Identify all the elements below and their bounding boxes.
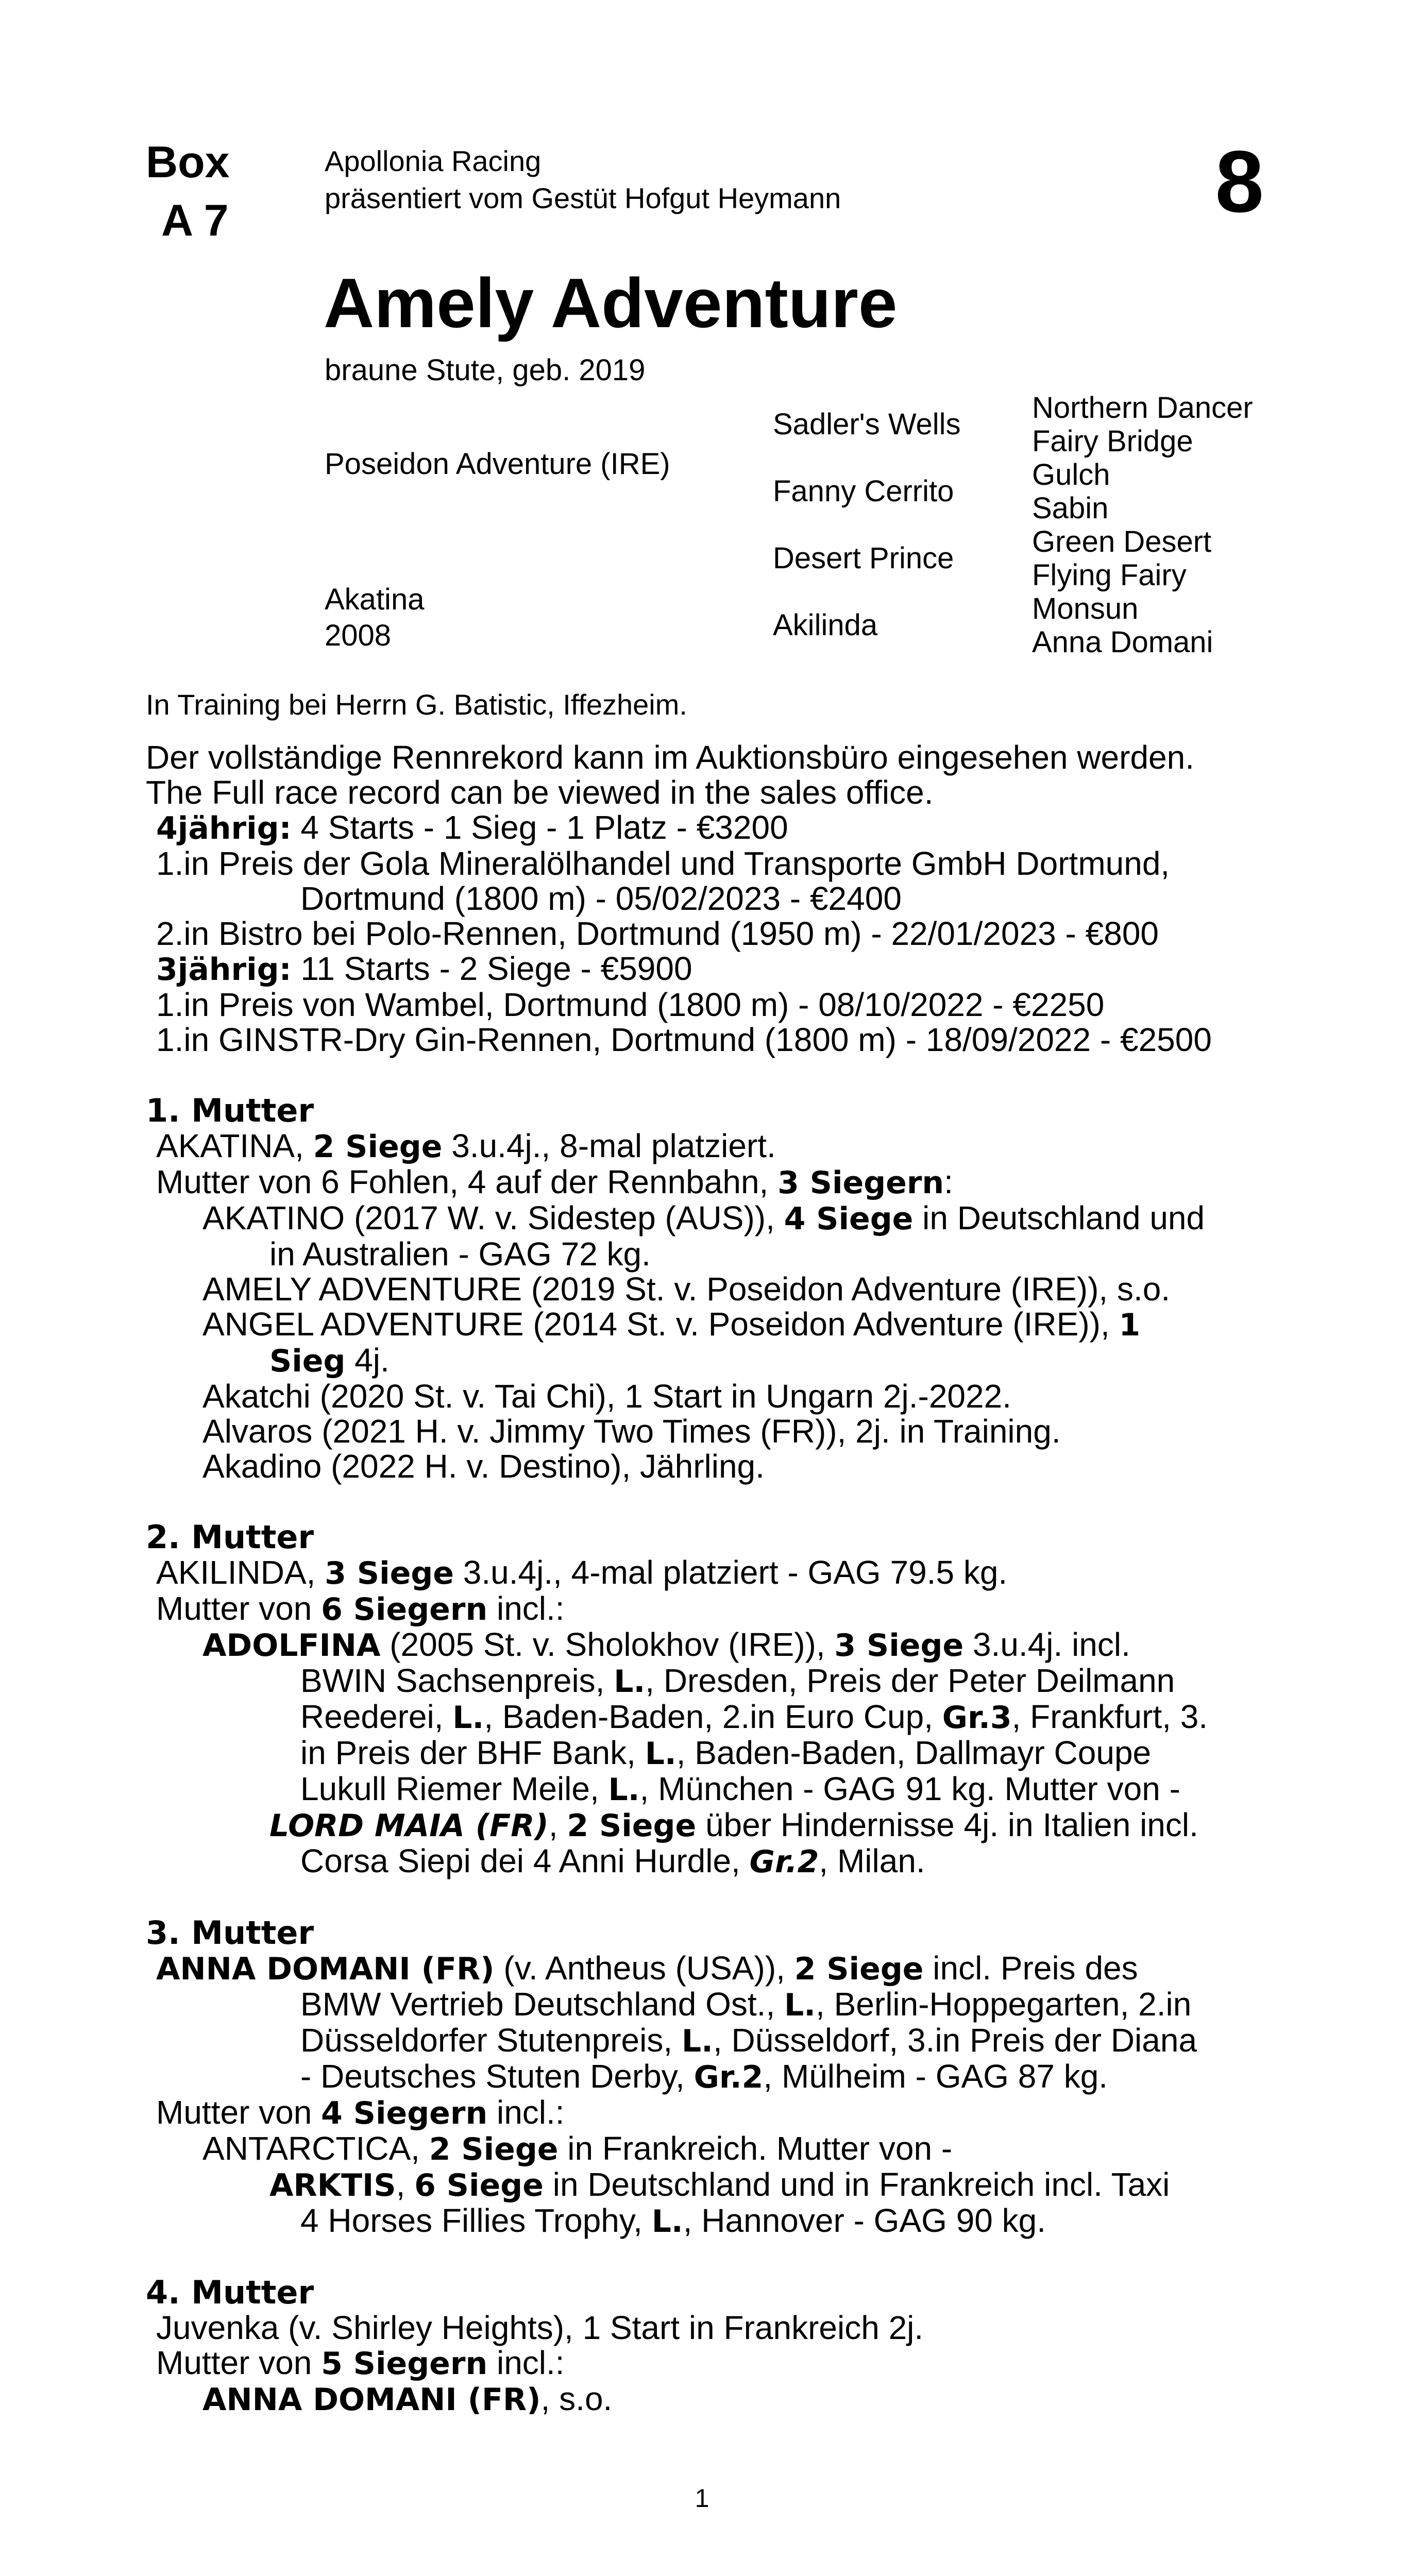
catalogue-body <box>146 690 1269 2417</box>
section-heading: 2. Mutter <box>146 1518 314 1556</box>
race-result: 2.in Bistro bei Polo-Rennen, Dortmund (1950 m) - 22/01/2023 - €800 <box>156 915 1159 952</box>
dam-line: AKATINA, 2 Siege 3.u.4j., 8-mal platziert. <box>156 1127 776 1165</box>
pedigree-sire: Poseidon Adventure (IRE) <box>325 447 670 481</box>
pedigree-gen3: Anna Domani <box>1032 625 1213 659</box>
pedigree-gen3: Fairy Bridge <box>1032 425 1193 458</box>
progeny-line: Reederei, L., Baden-Baden, 2.in Euro Cup, Gr.3, Frankfurt, 3. <box>300 1698 1208 1736</box>
progeny-line: ANNA DOMANI (FR), s.o. <box>202 2380 613 2418</box>
box-number: A 7 <box>161 196 229 245</box>
progeny-line: Akatchi (2020 St. v. Tai Chi), 1 Start in Ungarn 2j.-2022. <box>202 1378 1011 1415</box>
dam-line: - Deutsches Stuten Derby, Gr.2, Mülheim - GAG 87 kg. <box>300 2058 1108 2095</box>
race-result: Dortmund (1800 m) - 05/02/2023 - €2400 <box>300 880 902 917</box>
grand-progeny-line: ARKTIS, 6 Siege in Deutschland und in Frankreich incl. Taxi <box>269 2166 1170 2204</box>
progeny-line: in Preis der BHF Bank, L., Baden-Baden, Dallmayr Coupe <box>300 1734 1152 1772</box>
grand-progeny-line: Corsa Siepi dei 4 Anni Hurdle, Gr.2, Milan. <box>300 1842 925 1880</box>
progeny-line: AMELY ADVENTURE (2019 St. v. Poseidon Adventure (IRE)), s.o. <box>202 1270 1171 1308</box>
dam-line: AKILINDA, 3 Siege 3.u.4j., 4-mal platziert - GAG 79.5 kg. <box>156 1554 1008 1591</box>
pedigree-gen3: Gulch <box>1032 458 1110 492</box>
horse-name: Amely Adventure <box>324 264 898 342</box>
dam-line: Juvenka (v. Shirley Heights), 1 Start in Frankreich 2j. <box>156 2309 924 2346</box>
pedigree-gen3: Monsun <box>1032 592 1139 625</box>
dam-line: Mutter von 5 Siegern incl.: <box>156 2344 565 2382</box>
dam4-section <box>146 2275 1269 2417</box>
progeny-line: in Australien - GAG 72 kg. <box>269 1235 651 1273</box>
race-result: 1.in Preis der Gola Mineralölhandel und Transporte GmbH Dortmund, <box>156 845 1170 882</box>
pedigree-gen3: Northern Dancer <box>1032 391 1253 425</box>
section-heading: 4. Mutter <box>146 2274 314 2311</box>
grand-progeny-line: 4 Horses Fillies Trophy, L., Hannover - GAG 90 kg. <box>300 2202 1046 2240</box>
dam2-section <box>146 1520 1269 1879</box>
dam-line: ANNA DOMANI (FR) (v. Antheus (USA)), 2 Siege incl. Preis des <box>156 1950 1138 1987</box>
page-number: 1 <box>695 2484 709 2513</box>
dam-line: Mutter von 6 Siegern incl.: <box>156 1590 565 1628</box>
age3-summary: 3jährig: 11 Starts - 2 Siege - €5900 <box>156 950 692 988</box>
race-result: 1.in GINSTR-Dry Gin-Rennen, Dortmund (1800 m) - 18/09/2022 - €2500 <box>156 1021 1212 1058</box>
consignor: Apollonia Racing <box>325 145 542 177</box>
presenter: präsentiert vom Gestüt Hofgut Heymann <box>325 182 841 214</box>
race-record <box>146 740 1269 1057</box>
section-heading: 1. Mutter <box>146 1092 314 1129</box>
pedigree-gen3: Sabin <box>1032 492 1109 525</box>
grand-progeny-line: LORD MAIA (FR), 2 Siege über Hindernisse 4j. in Italien incl. <box>269 1806 1198 1844</box>
pedigree-dam-sire: Desert Prince <box>773 541 954 575</box>
record-note-en: The Full race record can be viewed in the sales office. <box>146 774 934 811</box>
dam-line: BMW Vertrieb Deutschland Ost., L., Berlin-Hoppegarten, 2.in <box>300 1986 1192 2023</box>
lot-number: 8 <box>1215 133 1264 231</box>
section-heading: 3. Mutter <box>146 1914 314 1952</box>
dam1-section <box>146 1093 1269 1484</box>
horse-description: braune Stute, geb. 2019 <box>325 353 646 387</box>
pedigree-dam-year: 2008 <box>325 619 392 652</box>
progeny-line: Alvaros (2021 H. v. Jimmy Two Times (FR)), 2j. in Training. <box>202 1413 1061 1450</box>
progeny-line: Lukull Riemer Meile, L., München - GAG 91 kg. Mutter von - <box>300 1770 1180 1808</box>
pedigree-dam: Akatina <box>325 583 425 616</box>
pedigree-gen3: Flying Fairy <box>1032 558 1187 592</box>
training-note: In Training bei Herrn G. Batistic, Iffezheim. <box>146 688 687 721</box>
pedigree-dam-dam: Akilinda <box>773 608 878 642</box>
box-label: Box <box>146 138 230 187</box>
progeny-line: Akadino (2022 H. v. Destino), Jährling. <box>202 1448 765 1485</box>
progeny-line: ADOLFINA (2005 St. v. Sholokhov (IRE)), 3 Siege 3.u.4j. incl. <box>202 1626 1130 1664</box>
dam-line: Mutter von 4 Siegern incl.: <box>156 2094 565 2131</box>
record-note-de: Der vollständige Rennrekord kann im Auktionsbüro eingesehen werden. <box>146 739 1194 776</box>
race-result: 1.in Preis von Wambel, Dortmund (1800 m) - 08/10/2022 - €2250 <box>156 986 1105 1023</box>
dam3-section <box>146 1916 1269 2239</box>
pedigree-sire-dam: Fanny Cerrito <box>773 474 954 508</box>
age4-summary: 4jährig: 4 Starts - 1 Sieg - 1 Platz - €3200 <box>156 809 788 846</box>
pedigree-sire-sire: Sadler's Wells <box>773 408 961 441</box>
progeny-line: BWIN Sachsenpreis, L., Dresden, Preis der Peter Deilmann <box>300 1662 1175 1700</box>
progeny-line: Sieg 4j. <box>269 1342 390 1379</box>
progeny-line: AKATINO (2017 W. v. Sidestep (AUS)), 4 Siege in Deutschland und <box>202 1199 1205 1237</box>
progeny-line: ANTARCTICA, 2 Siege in Frankreich. Mutter von - <box>202 2130 953 2167</box>
dam-line: Mutter von 6 Fohlen, 4 auf der Rennbahn, 3 Siegern: <box>156 1163 953 1201</box>
dam-line: Düsseldorfer Stutenpreis, L., Düsseldorf, 3.in Preis der Diana <box>300 2022 1197 2059</box>
pedigree-gen3: Green Desert <box>1032 525 1212 558</box>
progeny-line: ANGEL ADVENTURE (2014 St. v. Poseidon Adventure (IRE)), 1 <box>202 1306 1141 1343</box>
